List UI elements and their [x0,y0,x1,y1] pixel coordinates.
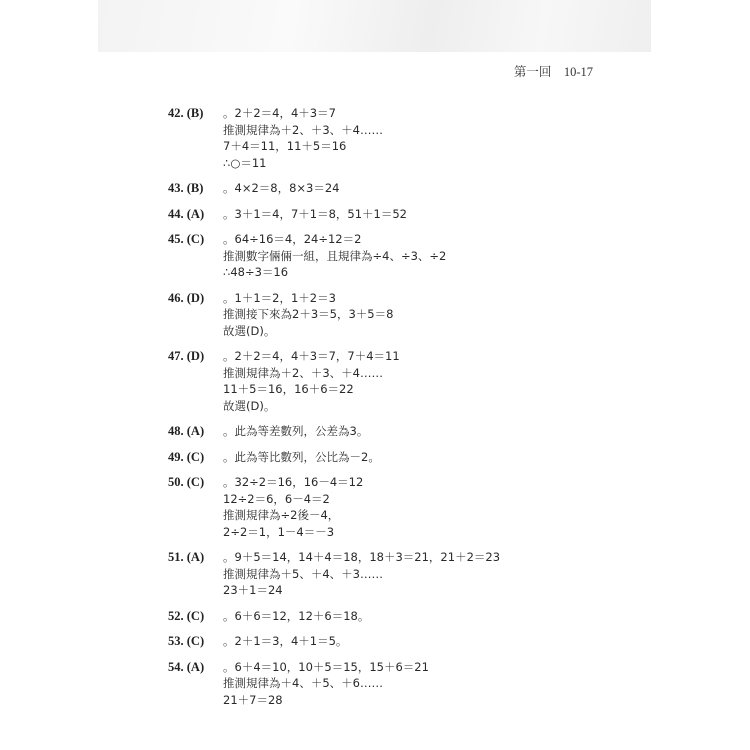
answer-item [168,549,608,599]
answer-text: 。1＋1＝2，1＋2＝3 [223,290,336,305]
answer-continuation-line [168,491,608,508]
answer-text: 推測規律為＋4、＋5、＋6…… [223,676,383,690]
answer-continuation-line [168,264,608,281]
question-number: 44. (A) [168,206,205,221]
answer-first-line [168,608,608,625]
answer-continuation-line [168,306,608,323]
answer-continuation-line [168,507,608,524]
answer-item [168,206,608,223]
answer-text: ∴48÷3＝16 [223,265,289,279]
answer-continuation-line [168,524,608,541]
answer-continuation-line [168,675,608,692]
answer-text: 。9＋5＝14，14＋4＝18，18＋3＝21，21＋2＝23 [223,550,501,564]
answer-text: 7＋4＝11，11＋5＝16 [223,139,347,153]
question-number: 53. (C) [168,634,205,648]
answer-item [168,423,608,440]
answer-text: 。2＋2＝4，4＋3＝7 [223,106,336,120]
answer-text: 。此為等差數列，公差為3。 [223,424,369,438]
question-number: 46. (D) [168,290,205,305]
answer-text: 。32÷2＝16，16－4＝12 [223,475,364,489]
answer-item [168,608,608,625]
answer-item [168,231,608,281]
answer-text: 推測規律為＋5、＋4、＋3…… [223,566,383,581]
answer-text: 。4×2＝8，8×3＝24 [223,181,340,195]
answer-continuation-line [168,365,608,382]
question-number: 52. (C) [168,608,205,623]
answer-item [168,449,608,466]
answer-text: 。64÷16＝4，24÷12＝2 [223,232,362,246]
answer-first-line [168,206,608,223]
answer-continuation-line [168,122,608,139]
answer-text: 11＋5＝16，16＋6＝22 [223,382,354,396]
answer-text: 。2＋2＝4，4＋3＝7，7＋4＝11 [223,349,400,363]
question-number: 49. (C) [168,449,205,464]
question-number: 42. (B) [168,106,204,120]
answer-text: 12÷2＝6，6－4＝2 [223,491,330,506]
question-number: 51. (A) [168,550,205,564]
answer-item [168,474,608,540]
answer-text: 推測數字倆倆一組，且規律為÷4、÷3、÷2 [223,248,447,263]
answer-item [168,633,608,650]
answer-text: 21＋7＝28 [223,692,283,707]
answer-continuation-line [168,323,608,340]
answer-first-line [168,231,608,248]
answer-text: 。此為等比數列，公比為－2。 [223,449,380,464]
answer-continuation-line [168,138,608,155]
answer-text: ∴○＝11 [223,155,267,170]
page-top-decoration [98,0,651,52]
answer-continuation-line [168,566,608,583]
answer-continuation-line [168,582,608,599]
page-header: 第一回 10-17 [513,65,593,79]
answer-text: 推測規律為＋2、＋3、＋4…… [223,365,383,380]
answer-text: 推測規律為＋2、＋3、＋4…… [223,122,383,137]
answer-first-line [168,423,608,440]
question-number: 48. (A) [168,424,205,438]
answer-text: 。3＋1＝4，7＋1＝8，51＋1＝52 [223,206,407,221]
answer-text: 2÷2＝1，1－4＝－3 [223,524,335,539]
answer-first-line [168,633,608,650]
answer-first-line [168,659,608,676]
answer-continuation-line [168,692,608,709]
answer-item [168,180,608,197]
answer-continuation-line [168,398,608,415]
answer-continuation-line [168,155,608,172]
answer-item [168,348,608,414]
answer-first-line [168,105,608,122]
answer-text: 推測規律為÷2後－4， [223,508,340,522]
question-number: 47. (D) [168,349,205,363]
answer-first-line [168,449,608,466]
answer-item [168,105,608,171]
answer-text: 故選(D)。 [223,323,276,338]
answer-text: 。6＋6＝12，12＋6＝18。 [223,608,370,623]
answer-text: 。2＋1＝3，4＋1＝5。 [223,634,348,648]
answer-text: 。6＋4＝10，10＋5＝15，15＋6＝21 [223,659,429,674]
answer-first-line [168,474,608,491]
answer-first-line [168,549,608,566]
question-number: 54. (A) [168,659,205,674]
question-number: 45. (C) [168,232,205,246]
answer-text: 推測接下來為2＋3＝5，3＋5＝8 [223,307,394,321]
answer-text: 故選(D)。 [223,398,276,413]
answer-first-line [168,348,608,365]
answer-continuation-line [168,248,608,265]
answer-first-line [168,180,608,197]
answer-text: 23＋1＝24 [223,583,283,597]
answer-continuation-line [168,381,608,398]
answer-first-line [168,290,608,307]
answer-item [168,659,608,709]
question-number: 50. (C) [168,475,205,489]
answer-list [168,105,608,717]
answer-item [168,290,608,340]
question-number: 43. (B) [168,181,204,195]
